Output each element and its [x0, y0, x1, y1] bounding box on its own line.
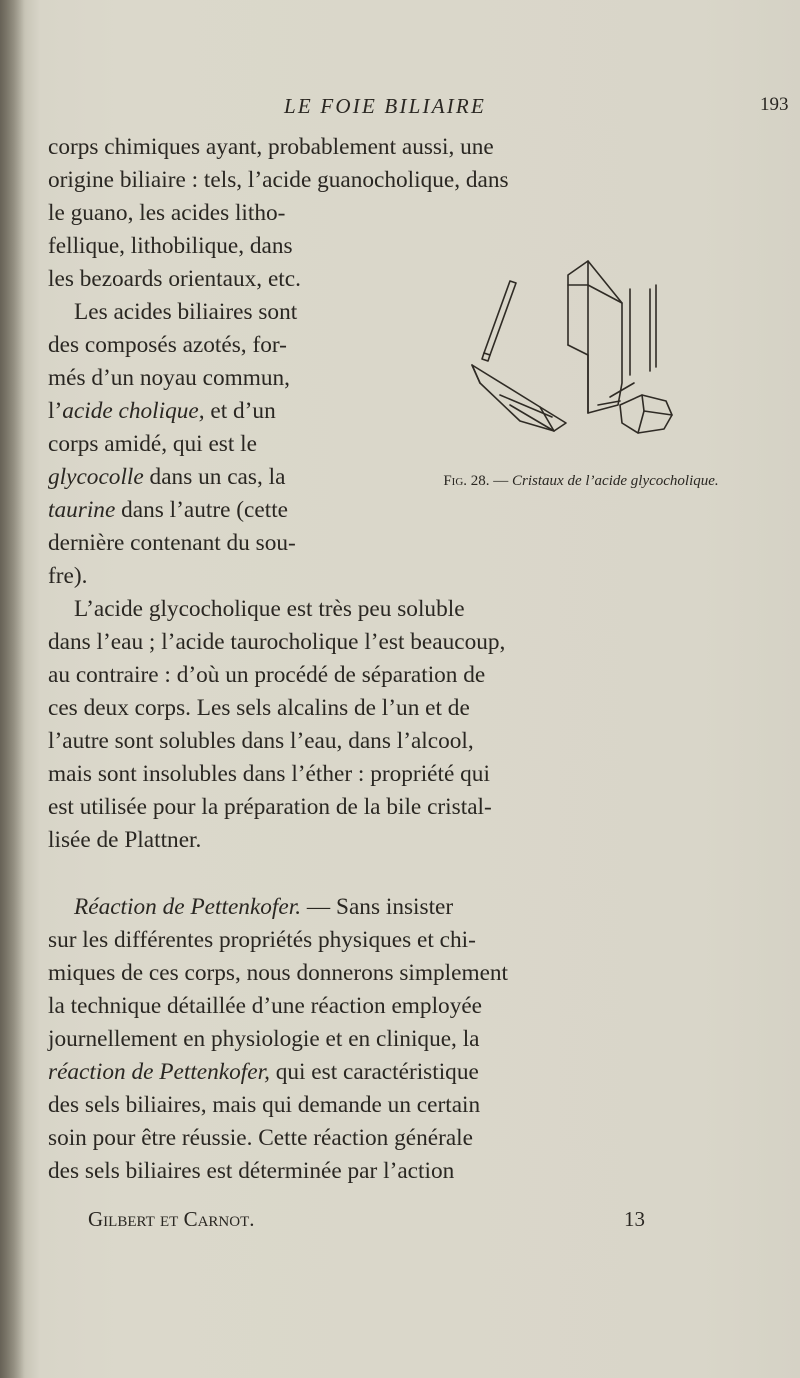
text-segment: l’autre sont solubles dans l’eau, dans l’alcool, — [48, 728, 474, 754]
text-line — [48, 329, 287, 362]
text-segment: sur les différentes propriétés physiques et chi- — [48, 927, 476, 953]
italic-segment: glycocolle — [48, 464, 144, 490]
text-line — [48, 725, 474, 758]
text-segment: des composés azotés, for- — [48, 332, 287, 358]
text-line — [48, 395, 276, 428]
text-line — [48, 1122, 473, 1155]
text-line — [48, 131, 494, 164]
figure-caption-dash: — — [489, 473, 513, 489]
text-line — [48, 164, 509, 197]
footer-publisher: Gilbert et Carnot. — [88, 1207, 255, 1231]
text-segment: au contraire : d’où un procédé de séparation de — [48, 662, 486, 688]
page-number: 193 — [760, 94, 789, 115]
text-line — [48, 692, 470, 725]
text-segment: corps chimiques ayant, probablement aussi, une — [48, 134, 494, 160]
text-line — [48, 560, 87, 593]
text-line — [48, 1155, 454, 1188]
text-segment: dans l’eau ; l’acide taurocholique l’est beaucoup, — [48, 629, 506, 655]
text-segment: les bezoards orientaux, etc. — [48, 266, 301, 292]
text-line — [48, 527, 296, 560]
text-line — [48, 924, 476, 957]
text-line — [74, 593, 465, 626]
text-line — [48, 824, 201, 857]
text-segment: ces deux corps. Les sels alcalins de l’un et de — [48, 695, 470, 721]
text-segment: dernière contenant du sou- — [48, 530, 296, 556]
text-line — [48, 230, 293, 263]
text-segment: fellique, lithobilique, dans — [48, 233, 293, 259]
italic-segment: réaction de Pettenkofer, — [48, 1059, 270, 1085]
text-segment: l’ — [48, 398, 63, 424]
page-footer — [0, 1207, 800, 1235]
text-segment: Les acides biliaires sont — [74, 299, 298, 325]
text-line — [48, 758, 490, 791]
text-segment: qui est caractéristique — [269, 1059, 479, 1085]
text-line — [48, 990, 482, 1023]
text-segment: et d’un — [204, 398, 276, 424]
text-segment: fre). — [48, 563, 88, 589]
italic-segment: acide cholique, — [62, 398, 205, 424]
text-segment: des sels biliaires, mais qui demande un certain — [48, 1092, 481, 1118]
text-segment: est utilisée pour la préparation de la bile cristal- — [48, 794, 492, 820]
text-segment: més d’un noyau commun, — [48, 365, 290, 391]
text-segment: soin pour être réussie. Cette réaction générale — [48, 1125, 473, 1151]
page-gutter-shadow — [0, 0, 24, 1378]
running-head — [0, 94, 800, 120]
figure-caption — [441, 472, 721, 490]
text-line — [48, 1056, 479, 1089]
text-segment: origine biliaire : tels, l’acide guanocholique, dans — [48, 167, 509, 193]
text-line — [74, 891, 453, 924]
running-head-title: LE FOIE BILIAIRE — [284, 94, 486, 118]
footer-signature: 13 — [624, 1207, 645, 1231]
figure-crystals — [470, 255, 690, 460]
text-line — [48, 494, 288, 527]
text-line — [48, 957, 508, 990]
text-segment: mais sont insolubles dans l’éther : propriété qui — [48, 761, 490, 787]
text-segment: corps amidé, qui est le — [48, 431, 257, 457]
italic-segment: taurine — [48, 497, 116, 523]
text-line — [74, 296, 297, 329]
text-segment: le guano, les acides litho- — [48, 200, 286, 226]
text-segment: miques de ces corps, nous donnerons simplement — [48, 960, 509, 986]
text-line — [48, 362, 290, 395]
text-line — [48, 1023, 480, 1056]
figure-caption-label: Fig. 28. — [443, 473, 490, 489]
text-segment: — Sans insister — [301, 894, 454, 920]
figure-caption-text: Cristaux de l’acide glycocholique. — [512, 473, 719, 489]
text-segment: des sels biliaires est déterminée par l’action — [48, 1158, 455, 1184]
text-line — [48, 1089, 480, 1122]
text-segment: lisée de Plattner. — [48, 827, 202, 853]
text-segment: journellement en physiologie et en clinique, la — [48, 1026, 480, 1052]
text-line — [48, 461, 285, 494]
text-line — [48, 626, 505, 659]
text-segment: dans un cas, la — [143, 464, 286, 490]
text-line — [48, 428, 257, 461]
text-segment: la technique détaillée d’une réaction employée — [48, 993, 483, 1019]
text-line — [48, 659, 485, 692]
text-segment: dans l’autre (cette — [115, 497, 289, 523]
italic-segment: Réaction de Pettenkofer. — [74, 894, 302, 920]
text-segment: L’acide glycocholique est très peu soluble — [74, 596, 465, 622]
text-line — [48, 263, 301, 296]
text-line — [48, 791, 492, 824]
text-line — [48, 197, 285, 230]
crystal-drawing-icon — [470, 255, 690, 460]
